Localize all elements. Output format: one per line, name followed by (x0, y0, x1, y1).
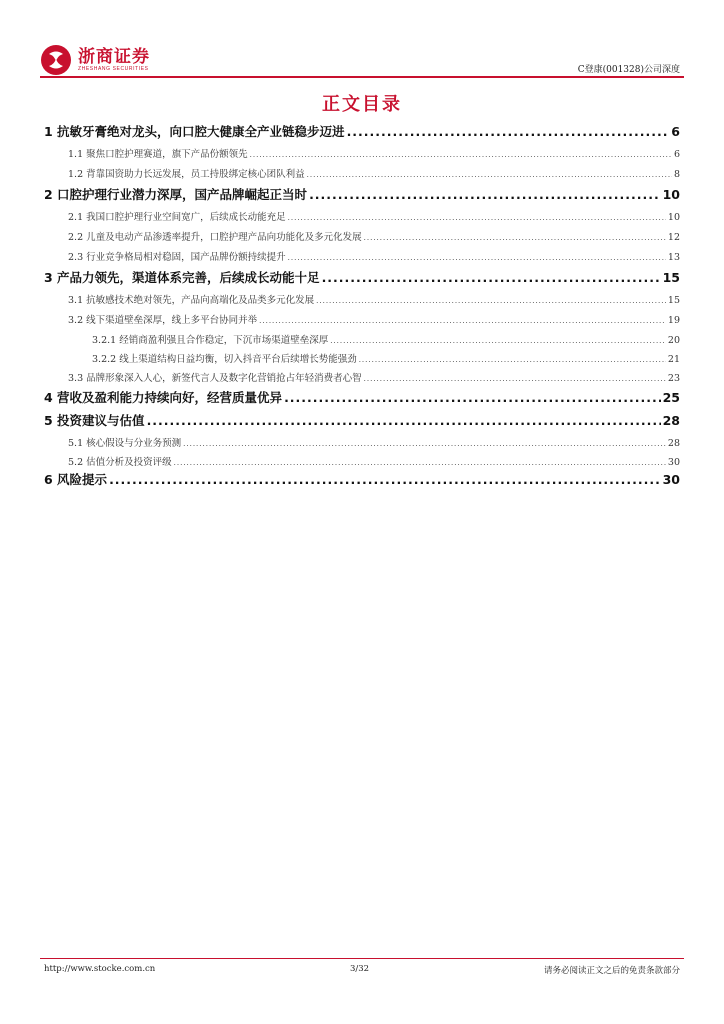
header-divider (40, 76, 684, 78)
toc-entry[interactable] (44, 185, 680, 203)
toc-entry-label: 1 抗敏牙膏绝对龙头，向口腔大健康全产业链稳步迈进 (44, 124, 345, 139)
toc-entry[interactable] (68, 370, 680, 384)
page-number: 3/32 (350, 964, 370, 974)
toc-entry-label: 2 口腔护理行业潜力深厚，国产品牌崛起正当时 (44, 187, 308, 202)
toc-entry-page: 13 (667, 252, 680, 263)
toc-entry-page: 30 (662, 472, 680, 487)
toc-entry-label: 1.1 聚焦口腔护理赛道，旗下产品份额领先 (68, 149, 248, 160)
toc-entry-label: 3.3 品牌形象深入人心，新签代言人及数字化营销抢占年轻消费者心智 (68, 373, 362, 384)
toc-entry-page: 12 (667, 232, 680, 243)
website-link[interactable]: http://www.stocke.com.cn (44, 964, 156, 974)
toc-entry[interactable] (68, 435, 680, 449)
toc-entry-page: 28 (662, 413, 680, 428)
toc-entry-page: 6 (671, 124, 680, 139)
toc-entry[interactable] (68, 146, 680, 160)
toc-entry-page: 20 (667, 335, 680, 346)
toc-entry-label: 3.2.2 线上渠道结构日益均衡，切入抖音平台后续增长势能强劲 (92, 354, 357, 365)
toc-entry-label: 3.1 抗敏感技术绝对领先，产品向高端化及品类多元化发展 (68, 295, 315, 306)
toc-entry-label: 2.2 儿童及电动产品渗透率提升，口腔护理产品向功能化及多元化发展 (68, 232, 362, 243)
toc-entry-page: 19 (667, 315, 680, 326)
toc-entry-page: 10 (662, 187, 680, 202)
toc-entry[interactable] (44, 122, 680, 140)
toc-entry-label: 3.2.1 经销商盈利强且合作稳定，下沉市场渠道壁垒深厚 (92, 335, 329, 346)
toc-entry[interactable] (44, 470, 680, 488)
toc-entry-label: 4 营收及盈利能力持续向好，经营质量优异 (44, 390, 283, 405)
toc-entry-page: 10 (667, 212, 680, 223)
toc-entry-page: 28 (667, 438, 680, 449)
toc-entry[interactable] (44, 388, 680, 406)
report-title: C登康(001328)公司深度 (577, 65, 680, 75)
toc-entry-page: 8 (673, 169, 680, 180)
toc-entry-page: 23 (667, 373, 680, 384)
toc-entry-label: 5.2 估值分析及投资评级 (68, 457, 172, 468)
page-header (40, 44, 684, 78)
toc-entry-page: 15 (662, 270, 680, 285)
toc-entry-label: 5 投资建议与估值 (44, 413, 145, 428)
toc-entry-page: 6 (673, 149, 680, 160)
toc-entry[interactable] (92, 351, 680, 365)
toc-entry-page: 25 (662, 390, 680, 405)
toc-entry-label: 3 产品力领先，渠道体系完善，后续成长动能十足 (44, 270, 320, 285)
toc-entry[interactable] (44, 268, 680, 286)
toc-entry-label: 3.2 线下渠道壁垒深厚，线上多平台协同并举 (68, 315, 258, 326)
toc-entry[interactable] (68, 229, 680, 243)
toc-entry-label: 2.3 行业竞争格局相对稳固，国产品牌份额持续提升 (68, 252, 286, 263)
toc-entry[interactable] (92, 332, 680, 346)
zheshang-logo-icon (40, 44, 72, 76)
toc-entry[interactable] (68, 454, 680, 468)
toc-entry[interactable] (68, 209, 680, 223)
logo-chinese-name: 浙商证券 (78, 46, 150, 67)
toc-entry[interactable] (68, 312, 680, 326)
toc-entry-page: 30 (667, 457, 680, 468)
toc-entry[interactable] (68, 166, 680, 180)
toc-entry-label: 5.1 核心假设与分业务预测 (68, 438, 182, 449)
footer-divider (40, 958, 684, 959)
toc-entry-page: 15 (667, 295, 680, 306)
toc-entry-label: 2.1 我国口腔护理行业空间宽广，后续成长动能充足 (68, 212, 286, 223)
company-logo (40, 44, 150, 76)
toc-heading: 正文目录 (322, 94, 402, 115)
logo-english-name: ZHESHANG SECURITIES (78, 65, 149, 72)
toc-entry-label: 6 风险提示 (44, 472, 108, 487)
toc-entry-page: 21 (667, 354, 680, 365)
toc-entry[interactable] (68, 249, 680, 263)
toc-entry[interactable] (68, 292, 680, 306)
toc-entry[interactable] (44, 411, 680, 429)
toc-entry-label: 1.2 背靠国资助力长远发展，员工持股绑定核心团队利益 (68, 169, 305, 180)
disclaimer-note: 请务必阅读正文之后的免责条款部分 (543, 966, 680, 976)
